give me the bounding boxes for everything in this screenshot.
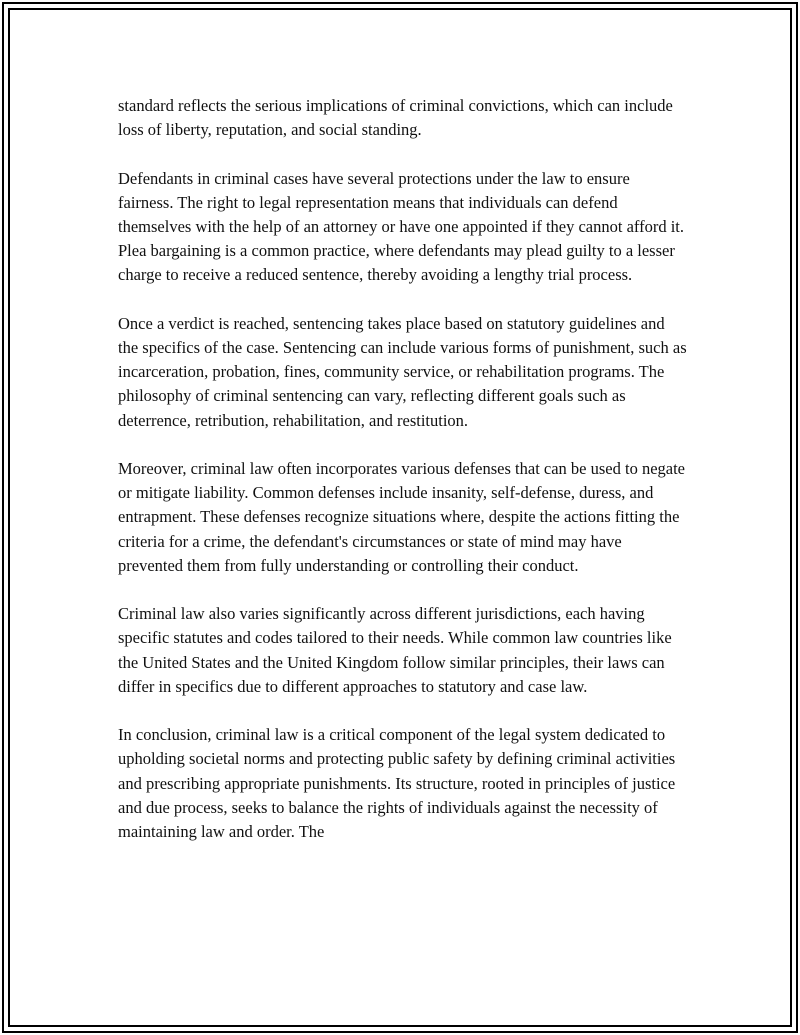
paragraph-6: In conclusion, criminal law is a critical component of the legal system dedicated to upholding societal norms and protecting public safety by defining criminal activities and prescribing appropriate punishments. Its structure, rooted in principles of justice and due process, seeks to balance the rights of individuals against the necessity of maintaining law and order. The (118, 725, 676, 842)
paragraph-2: Defendants in criminal cases have several protections under the law to ensure fairness. The right to legal representation means that individuals can defend themselves with the help of an attorney or have one appointed if they cannot afford it. Plea bargaining is a common practice, where defendants may plead guilty to a lesser charge to receive a reduced sentence, thereby avoiding a lengthy trial process. (118, 168, 685, 285)
paragraph-3: Once a verdict is reached, sentencing takes place based on statutory guidelines and the specifics of the case. Sentencing can include various forms of punishment, such as incarceration, probation, fines, community service, or rehabilitation programs. The philosophy of criminal sentencing can vary, reflecting different goals such as deterrence, retribution, rehabilitation, and restitution. (118, 313, 687, 430)
paragraph-1: standard reflects the serious implications of criminal convictions, which can include loss of liberty, reputation, and social standing. (118, 96, 673, 140)
paragraph-4: Moreover, criminal law often incorporates various defenses that can be used to negate or mitigate liability. Common defenses include insanity, self-defense, duress, and entrapment. These defenses recognize situations where, despite the actions fitting the criteria for a crime, the defendant's circumstances or state of mind may have prevented them from fully understanding or controlling their conduct. (118, 459, 686, 575)
paragraph-5: Criminal law also varies significantly across different jurisdictions, each having specific statutes and codes tailored to their needs. While common law countries like the United States and the United Kingdom follow similar principles, their laws can differ in specifics due to different approaches to statutory and case law. (118, 604, 672, 696)
document-body (118, 94, 688, 844)
